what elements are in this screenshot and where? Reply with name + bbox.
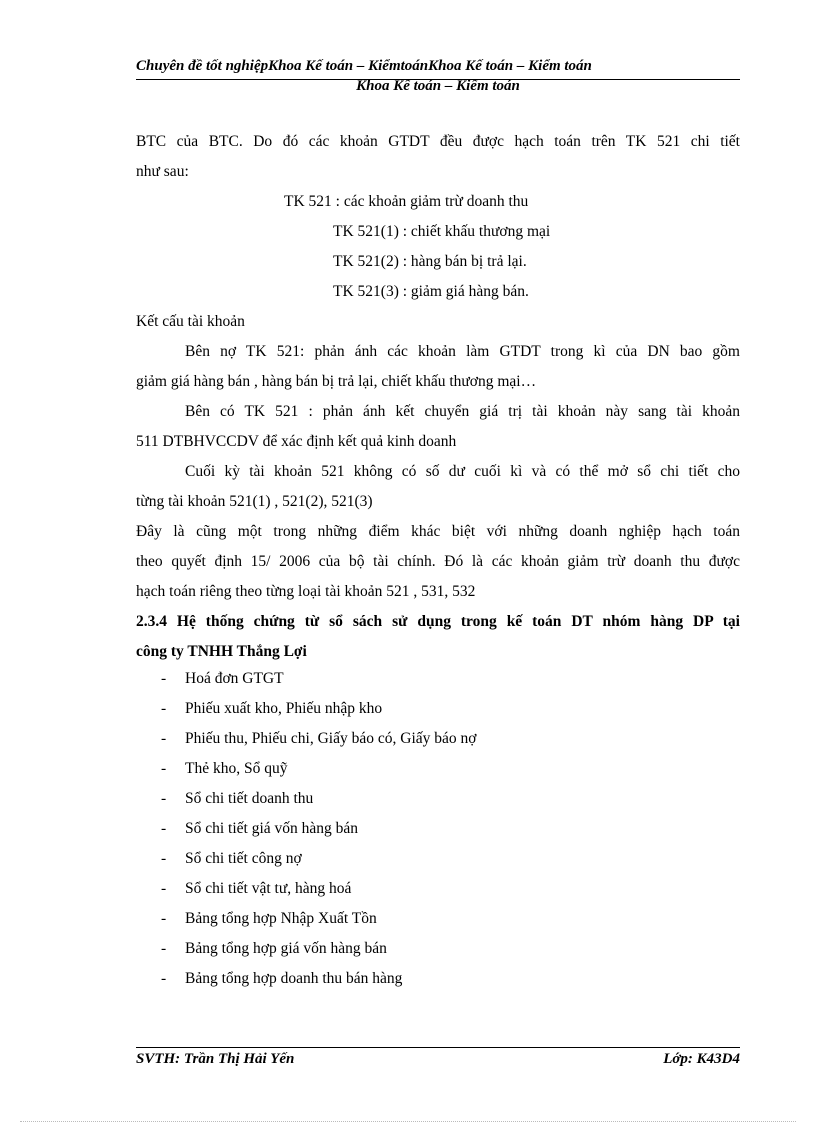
bullet-dash: -: [161, 910, 167, 927]
list-item: Thẻ kho, Sổ quỹ: [185, 760, 288, 777]
account-521-1: TK 521(1) : chiết khấu thương mại: [333, 223, 551, 240]
list-item: Bảng tổng hợp doanh thu bán hàng: [185, 970, 403, 987]
bullet-dash: -: [161, 790, 167, 807]
list-item: Hoá đơn GTGT: [185, 670, 284, 687]
paragraph-line: theo quyết định 15/ 2006 của bộ tài chính. Đó là các khoản giảm trừ doanh thu được: [136, 553, 740, 570]
paragraph-line: Đây là cũng một trong những điểm khác biệt với những doanh nghiệp hạch toán: [136, 523, 740, 540]
list-item: Phiếu xuất kho, Phiếu nhập kho: [185, 700, 383, 717]
paragraph-line: BTC của BTC. Do đó các khoản GTDT đều được hạch toán trên TK 521 chi tiết: [136, 133, 740, 150]
paragraph-line: 511 DTBHVCCDV để xác định kết quả kinh doanh: [136, 433, 457, 450]
bullet-dash: -: [161, 730, 167, 747]
bullet-dash: -: [161, 670, 167, 687]
paragraph-line: hạch toán riêng theo từng loại tài khoản 521 , 531, 532: [136, 583, 476, 600]
paragraph-line: Cuối kỳ tài khoản 521 không có số dư cuối kì và có thể mở sổ chi tiết cho: [185, 463, 740, 480]
bullet-dash: -: [161, 850, 167, 867]
list-item: Bảng tổng hợp Nhập Xuất Tồn: [185, 910, 377, 927]
paragraph-line: từng tài khoản 521(1) , 521(2), 521(3): [136, 493, 373, 510]
account-521: TK 521 : các khoản giảm trừ doanh thu: [284, 193, 529, 210]
list-item: Bảng tổng hợp giá vốn hàng bán: [185, 940, 387, 957]
list-item: Sổ chi tiết công nợ: [185, 850, 302, 867]
header-subtitle: Khoa Kế toán – Kiểm toán: [356, 78, 520, 94]
list-item: Phiếu thu, Phiếu chi, Giấy báo có, Giấy báo nợ: [185, 730, 477, 747]
bullet-dash: -: [161, 760, 167, 777]
account-521-3: TK 521(3) : giảm giá hàng bán.: [333, 283, 529, 300]
bullet-dash: -: [161, 820, 167, 837]
footer-student: SVTH: Trần Thị Hải Yến: [136, 1051, 295, 1067]
bullet-dash: -: [161, 700, 167, 717]
paragraph-line: Bên nợ TK 521: phản ánh các khoản làm GTDT trong kì của DN bao gồm: [185, 343, 740, 360]
page-edge-divider: [20, 1121, 796, 1122]
bullet-dash: -: [161, 970, 167, 987]
paragraph-line: Bên có TK 521 : phản ánh kết chuyển giá trị tài khoản này sang tài khoản: [185, 403, 740, 420]
list-item: Sổ chi tiết giá vốn hàng bán: [185, 820, 359, 837]
account-521-2: TK 521(2) : hàng bán bị trả lại.: [333, 253, 527, 270]
paragraph-line: như sau:: [136, 163, 189, 180]
list-item: Sổ chi tiết vật tư, hàng hoá: [185, 880, 352, 897]
list-item: Sổ chi tiết doanh thu: [185, 790, 314, 807]
header-title: Chuyên đề tốt nghiệpKhoa Kế toán – KiểmtoánKhoa Kế toán – Kiểm toán: [136, 58, 592, 74]
footer-rule: [136, 1047, 740, 1048]
bullet-dash: -: [161, 880, 167, 897]
paragraph-line: giảm giá hàng bán , hàng bán bị trả lại, chiết khấu thương mại…: [136, 373, 537, 390]
section-heading: công ty TNHH Thắng Lợi: [136, 643, 307, 660]
bullet-dash: -: [161, 940, 167, 957]
section-heading: 2.3.4 Hệ thống chứng từ sổ sách sử dụng trong kế toán DT nhóm hàng DP tại: [136, 613, 740, 630]
footer-class: Lớp: K43D4: [663, 1051, 740, 1067]
section-label: Kết cấu tài khoản: [136, 313, 245, 330]
